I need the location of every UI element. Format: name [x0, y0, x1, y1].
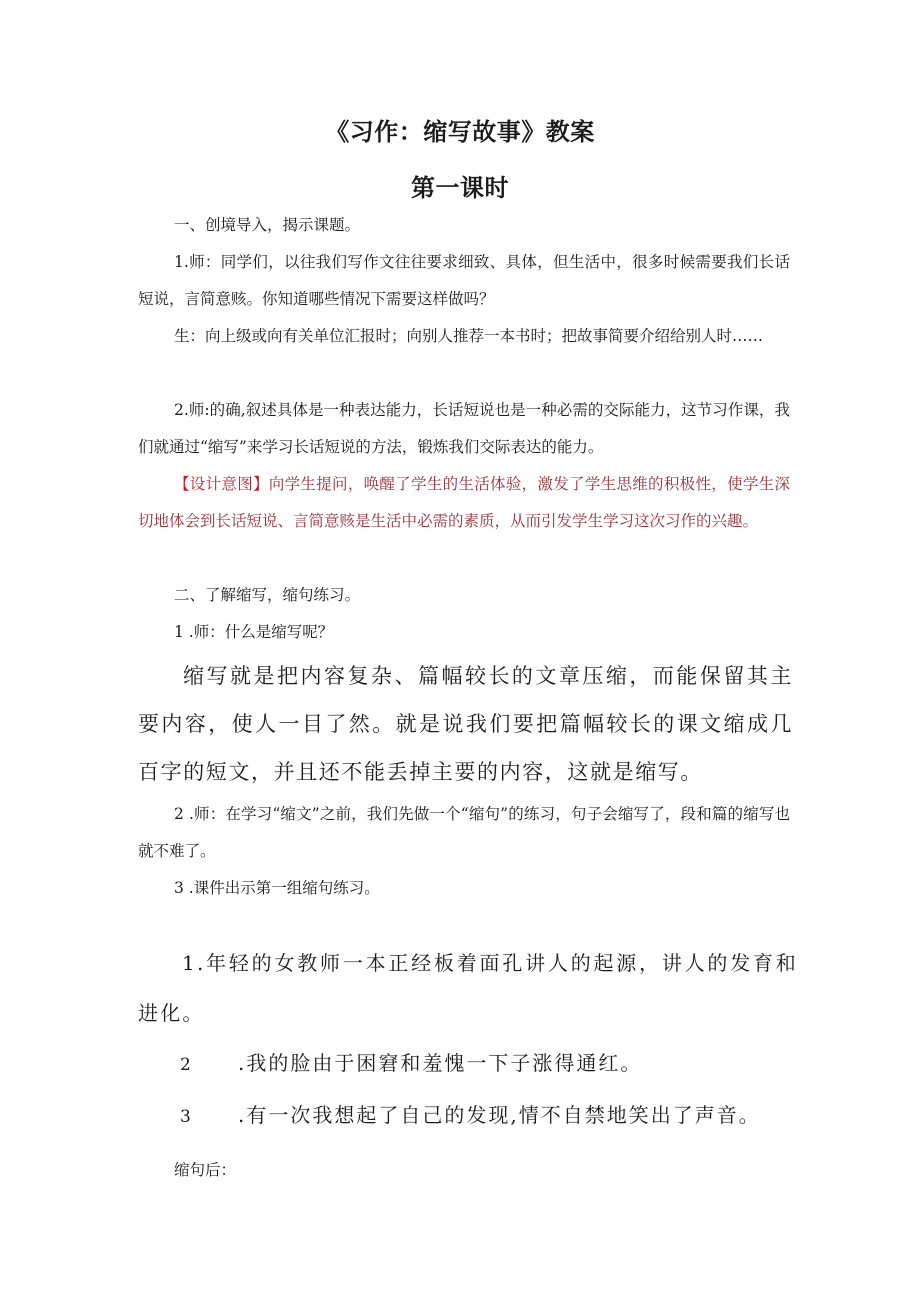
condensed-result-label: 缩句后： — [174, 1161, 237, 1179]
teacher-question-paragraph: 1.师：同学们，以往我们写作文往往要求细致、具体，但生活中，很多时候需要我们长话短说，言简意赅。你知道哪些情况下需要这样做吗？ — [138, 253, 790, 308]
design-intent-paragraph — [138, 466, 790, 540]
exercise-number: 1 — [182, 951, 197, 975]
exercise-item-2 — [180, 1045, 642, 1083]
teacher-summary-paragraph: 2.师:的确,叙述具体是一种表达能力，长话短说也是一种必需的交际能力，这节习作课，我们就通过“缩写”来学习长话短说的方法，锻炼我们交际表达的能力。 — [138, 401, 790, 456]
courseware-exercise-note: 3 .课件出示第一组缩句练习。 — [174, 879, 380, 897]
exercise-text: .有一次我想起了自己的发现,情不自禁地笑出了声音。 — [238, 1103, 761, 1127]
question-what-is-condensing: 1 .师：什么是缩写呢？ — [174, 623, 334, 641]
exercise-number: 2 — [180, 1055, 191, 1075]
document-title: 《习作：缩写故事》教案 — [325, 118, 595, 146]
student-answer-paragraph: 生：向上级或向有关单位汇报时；向别人推荐一本书时；把故事简要介绍给别人时…… — [174, 327, 764, 345]
exercise-item-3 — [180, 1097, 761, 1135]
section-heading-1: 一、创境导入，揭示课题。 — [174, 216, 361, 234]
exercise-item-1 — [138, 938, 798, 1038]
design-intent-tag: 【设计意图】 — [174, 475, 269, 493]
exercise-text: .年轻的女教师一本正经板着面孔讲人的起源，讲人的发育和进化。 — [138, 951, 798, 1025]
section-heading-2: 二、了解缩写，缩句练习。 — [174, 586, 361, 604]
exercise-number: 3 — [180, 1107, 191, 1127]
exercise-text: .我的脸由于困窘和羞愧一下子涨得通红。 — [238, 1051, 643, 1075]
design-intent-text: 向学生提问，唤醒了学生的生活体验，激发了学生思维的积极性，使学生深切地体会到长话短说、言简意赅是生活中必需的素质，从而引发学生学习这次习作的兴趣。 — [138, 475, 790, 530]
condensing-definition: 缩写就是把内容复杂、篇幅较长的文章压缩，而能保留其主要内容，使人一目了然。就是说我们要把篇幅较长的课文缩成几百字的短文，并且还不能丢掉主要的内容，这就是缩写。 — [138, 664, 793, 784]
lesson-subtitle: 第一课时 — [411, 174, 509, 202]
sentence-exercise-intro: 2 .师：在学习“缩文”之前，我们先做一个“缩句”的练习，句子会缩写了，段和篇的缩写也就不难了。 — [138, 805, 790, 860]
